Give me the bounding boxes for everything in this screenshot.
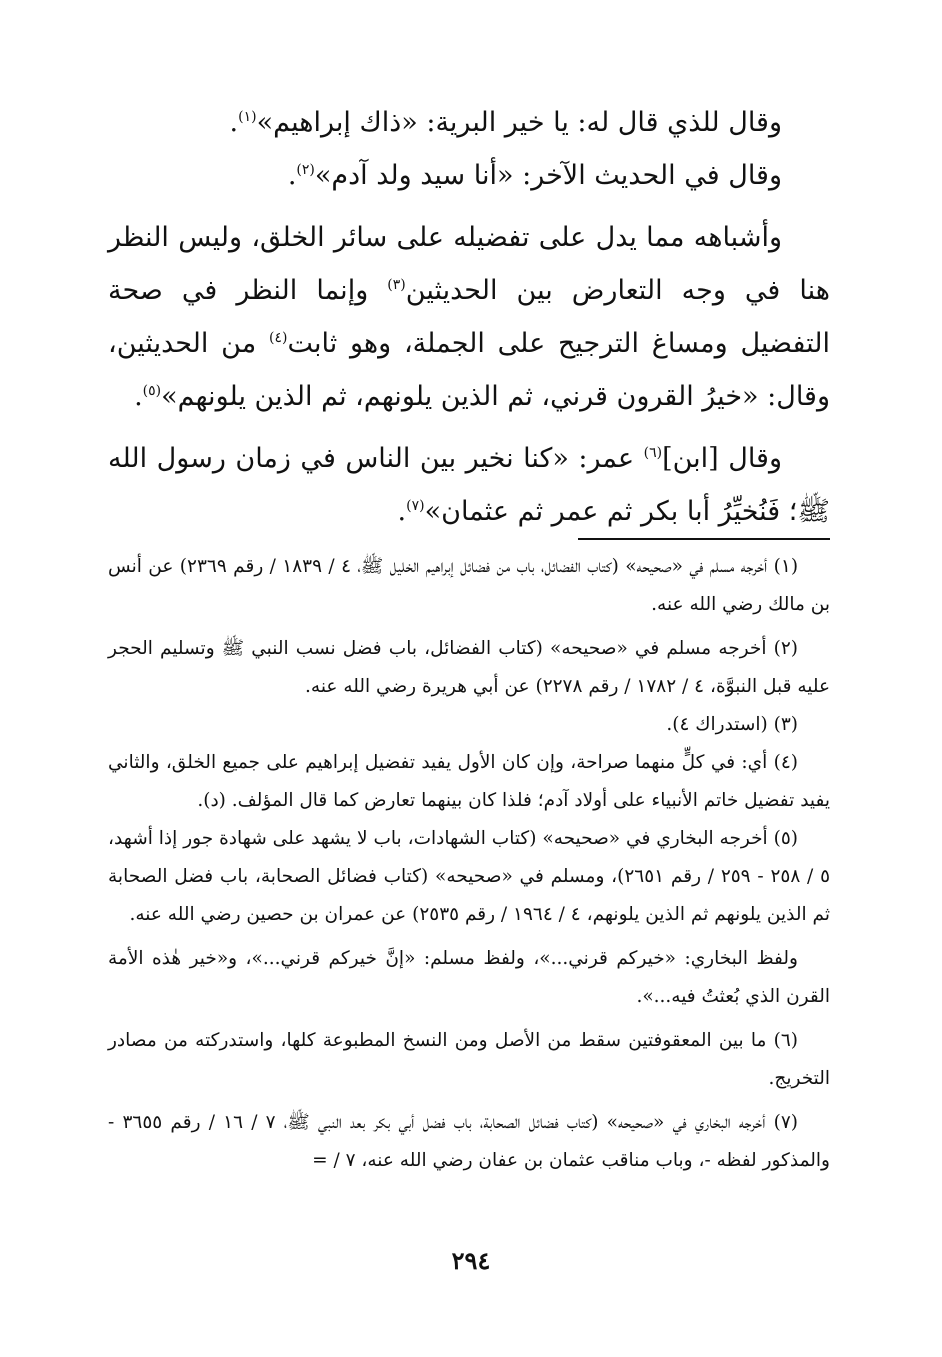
footnote-1: (١) أخرجه مسلم في «صحيحه» (كتاب الفضائل، باب من فضائل إبراهيم الخليل ﷺ، ٤ / ١٨٣٩ / رقم ٢٣٦٩) عن أنس بن مالك رضي الله عنه. [108, 556, 830, 615]
main-paragraph-1 [108, 96, 830, 149]
paragraph-text: من الحديثين، وقال: «خيرُ القرون قرني، ثم الذين يلونهم، ثم الذين يلونهم» [108, 328, 830, 412]
footnote-ref-7[interactable]: (٧) [406, 498, 425, 514]
main-paragraph-3 [108, 211, 830, 423]
paragraph-end: . [287, 160, 297, 191]
footnote-5: (٥) أخرجه البخاري في «صحيحه» (كتاب الشهادات، باب لا يشهد على شهادة جور إذا أشهد، ٥ / ٢٥٨ - ٢٥٩ / رقم ٢٦٥١)، ومسلم في «صحيحه» (كتاب فضائل الصحابة، باب فضل الصحابة ثم الذين يلونهم ثم الذين يلونهم، ٤ / ١٩٦٤ / رقم ٢٥٣٥) عن عمران بن حصين رضي الله عنه. [108, 828, 831, 925]
footnote-ref-5[interactable]: (٥) [142, 383, 162, 399]
footnote-separator [578, 538, 830, 540]
footnote-ref-2[interactable]: (٢) [296, 162, 315, 178]
footnote-3: (٣) (استدراك ٤). [666, 714, 798, 735]
footnote-7: (٧) أخرجه البخاري في «صحيحه» (كتاب فضائل الصحابة، باب فضل أبي بكر بعد النبي ﷺ، ٧ / ١٦ / رقم ٣٦٥٥ - والمذكور لفظه -، وباب مناقب عثمان بن عفان رضي الله عنه، ٧ / = [108, 1112, 830, 1171]
footnote-5-continuation: ولفظ البخاري: «خيركم قرني...»، ولفظ مسلم: «إنَّ خيركم قرني...»، و«خير هٰذه الأمة القرن الذي بُعثتُ فيه...». [108, 948, 830, 1007]
footnote-ref-4[interactable]: (٤) [268, 330, 288, 346]
paragraph-text: وقال في الحديث الآخر: «أنا سيد ولد آدم» [314, 160, 782, 191]
footnote-ref-3[interactable]: (٣) [387, 277, 406, 293]
footnotes [108, 548, 830, 1180]
main-paragraph-4 [108, 432, 830, 538]
paragraph-end: . [397, 496, 407, 527]
paragraph-end: . [229, 107, 239, 138]
paragraph-text: وقال [ابن] [662, 443, 782, 474]
main-text [108, 96, 830, 538]
paragraph-text: وأشباهه مما يدل على تفضيله على سائر الخلق، وليس النظر هنا في وجه التعارض بين الحديثين [108, 222, 831, 306]
paragraph-end: . [134, 381, 143, 412]
footnote-ref-1[interactable]: (١) [238, 109, 257, 125]
footnote-6: (٦) ما بين المعقوفتين سقط من الأصل ومن النسخ المطبوعة كلها، واستدركته من مصادر التخريج. [108, 1030, 830, 1089]
paragraph-text: وقال للذي قال له: يا خير البرية: «ذاك إبراهيم» [256, 107, 782, 138]
paragraph-text: وإنما النظر في صحة التفضيل ومساغ الترجيح على الجملة، وهو ثابت [108, 275, 830, 359]
footnote-4: (٤) أي: في كلٍّ منهما صراحة، وإن كان الأول يفيد تفضيل إبراهيم على جميع الخلق، والثاني يفيد تفضيل خاتم الأنبياء على أولاد آدم؛ فلذا كان بينهما تعارض كما قال المؤلف. (د). [108, 752, 830, 811]
page-number: ٢٩٤ [451, 1246, 491, 1275]
footnote-ref-6[interactable]: (٦) [643, 445, 663, 461]
paragraph-text: عمر: «كنا نخير بين الناس في زمان رسول الله ﷺ؛ فَنُخيِّرُ أبا بكر ثم عمر ثم عثمان» [108, 443, 830, 527]
footnote-2: (٢) أخرجه مسلم في «صحيحه» (كتاب الفضائل، باب فضل نسب النبي ﷺ وتسليم الحجر عليه قبل النبوَّة، ٤ / ١٧٨٢ / رقم ٢٢٧٨) عن أبي هريرة رضي الله عنه. [108, 638, 830, 697]
main-paragraph-2 [108, 149, 830, 202]
